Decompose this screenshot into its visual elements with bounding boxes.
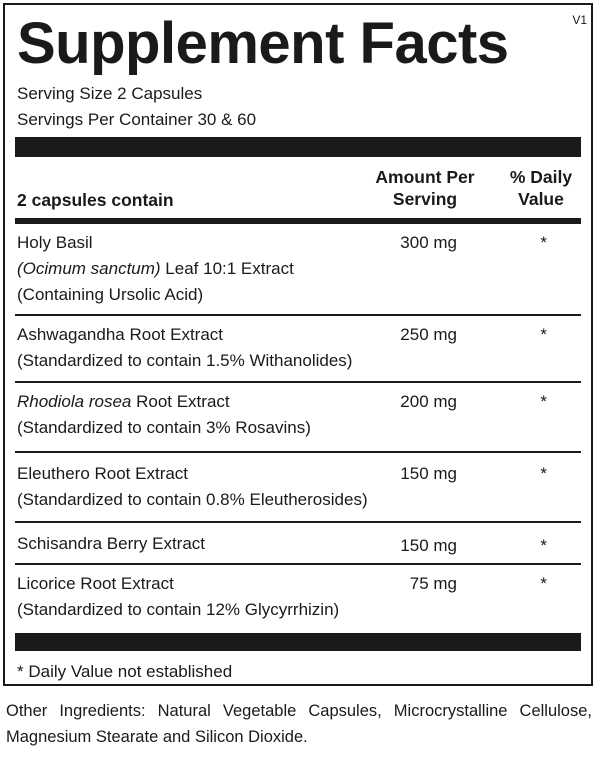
version-label: V1	[572, 13, 587, 27]
ingredient-name: Ashwagandha Root Extract	[17, 325, 224, 344]
supplement-facts-panel	[3, 3, 593, 686]
ingredient-name: Holy Basil	[17, 233, 93, 252]
header-amount-per-serving	[363, 166, 487, 210]
ingredient-daily-value: *	[540, 464, 547, 483]
ingredient-daily-value: *	[540, 536, 547, 555]
ingredient-amount: 150 mg	[400, 464, 457, 483]
ingredient-standardization: (Standardized to contain 1.5% Withanolides)	[17, 351, 353, 370]
ingredient-row-holy-basil	[15, 230, 581, 312]
header-dv-line1: % Daily	[509, 167, 573, 187]
ingredient-amount: 300 mg	[400, 233, 457, 252]
row-divider	[15, 521, 581, 523]
ingredient-name: Licorice Root Extract	[17, 574, 174, 593]
ingredient-row-eleuthero	[15, 461, 581, 517]
ingredient-standardization: (Containing Ursolic Acid)	[17, 285, 204, 304]
row-divider	[15, 451, 581, 453]
row-divider	[15, 563, 581, 565]
ingredient-amount: 150 mg	[400, 536, 457, 555]
header-amount-line2: Serving	[392, 189, 458, 209]
ingredient-standardization: (Standardized to contain 0.8% Eleutherosides)	[17, 490, 368, 509]
ingredient-row-schisandra	[15, 531, 581, 561]
thick-divider-bottom	[15, 633, 581, 651]
header-dv-line2: Value	[518, 189, 564, 209]
medium-divider	[15, 218, 581, 224]
botanical-name: (Ocimum sanctum)	[17, 259, 161, 278]
serving-size: Serving Size 2 Capsules	[17, 84, 203, 103]
row-divider	[15, 314, 581, 316]
ingredient-daily-value: *	[540, 392, 547, 411]
ingredient-daily-value: *	[540, 574, 547, 593]
row-divider	[15, 381, 581, 383]
servings-per-container: Servings Per Container 30 & 60	[17, 110, 257, 129]
ingredient-daily-value: *	[540, 233, 547, 252]
ingredient-amount: 200 mg	[400, 392, 457, 411]
ingredient-name: Eleuthero Root Extract	[17, 464, 189, 483]
ingredient-name	[17, 389, 230, 415]
ingredient-standardization: (Standardized to contain 12% Glycyrrhizin)	[17, 600, 340, 619]
ingredient-row-licorice	[15, 571, 581, 627]
panel-title: Supplement Facts	[17, 11, 509, 76]
ingredient-amount: 250 mg	[400, 325, 457, 344]
ingredient-standardization: (Standardized to contain 3% Rosavins)	[17, 418, 311, 437]
ingredient-row-rhodiola	[15, 389, 581, 445]
ingredient-daily-value: *	[540, 325, 547, 344]
botanical-name: Rhodiola rosea	[17, 392, 132, 411]
ingredient-name: Schisandra Berry Extract	[17, 534, 206, 553]
ingredient-row-ashwagandha	[15, 322, 581, 378]
ingredient-name-rest: Root Extract	[131, 392, 230, 411]
header-capsules-contain: 2 capsules contain	[17, 190, 174, 210]
ingredient-detail-rest: Leaf 10:1 Extract	[160, 259, 294, 278]
ingredient-detail	[17, 256, 294, 282]
header-daily-value	[495, 166, 587, 210]
header-amount-line1: Amount Per	[375, 167, 475, 187]
daily-value-footnote: * Daily Value not established	[17, 662, 233, 681]
other-ingredients: Other Ingredients: Natural Vegetable Capsules, Microcrystalline Cellulose, Magnesium Stearate and Silicon Dioxide.	[6, 702, 592, 746]
thick-divider-top	[15, 137, 581, 157]
ingredient-amount: 75 mg	[409, 574, 457, 593]
